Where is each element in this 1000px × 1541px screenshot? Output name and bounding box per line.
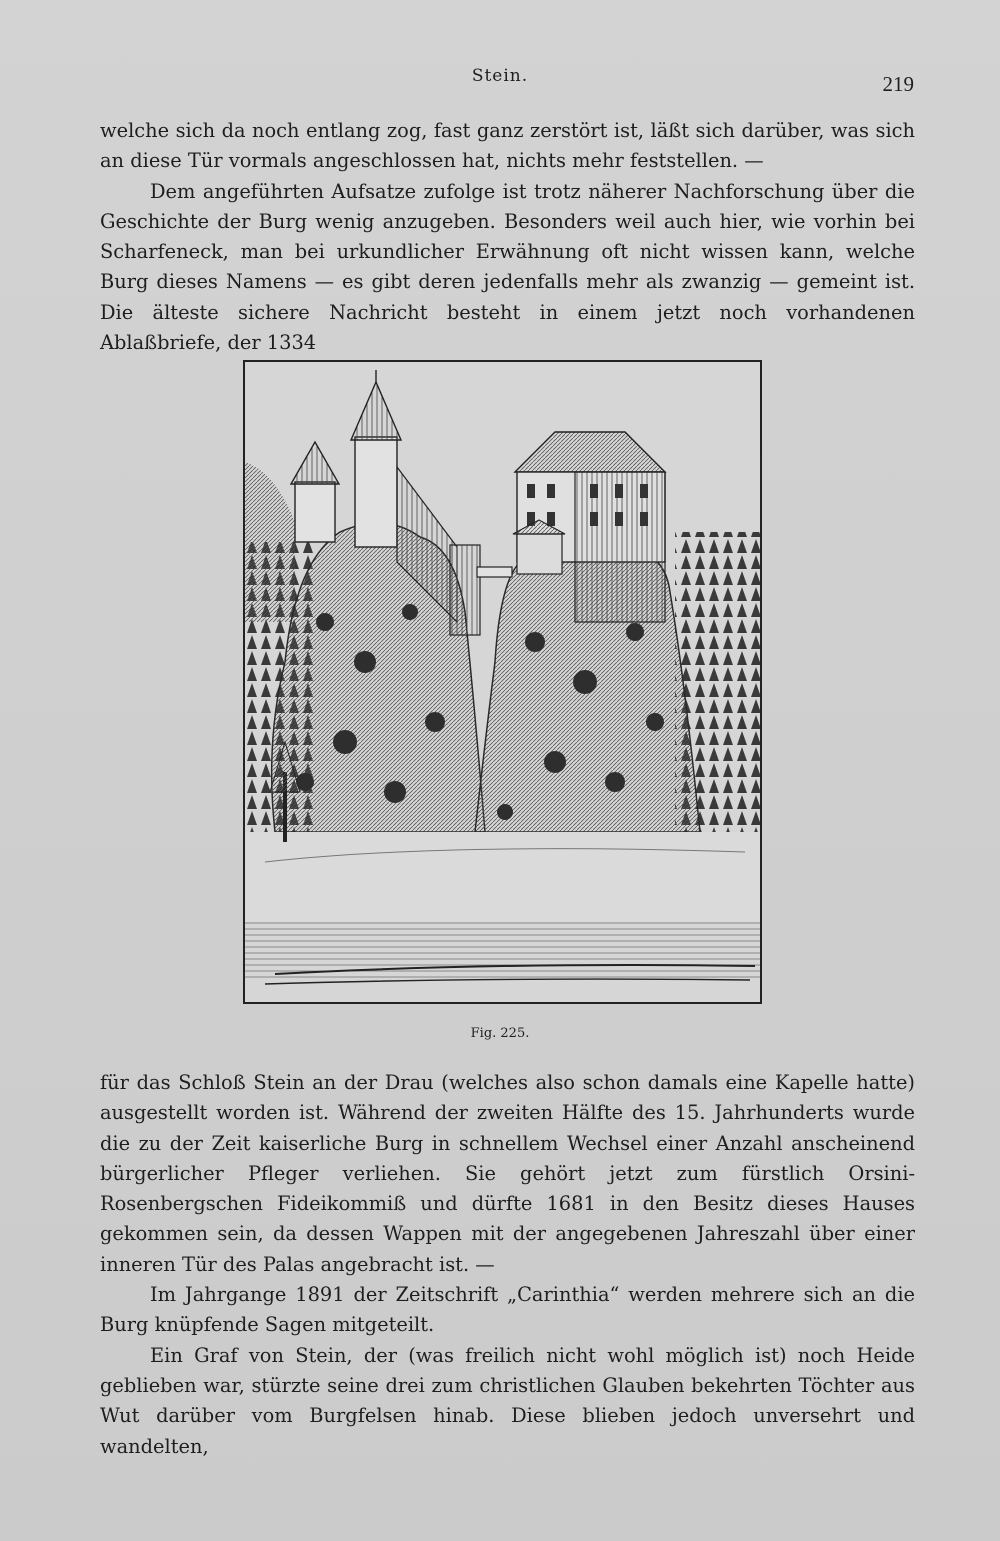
paragraph: Im Jahrgange 1891 der Zeitschrift „Carinthia“ werden mehrere sich an die Burg knüpfende Sagen mitgeteilt. bbox=[100, 1283, 915, 1337]
paragraph: Ein Graf von Stein, der (was freilich nicht wohl möglich ist) noch Heide geblieben war, stürzte seine drei zum christlichen Glauben bekehrten Töchter aus Wut darüber vom Burgfelsen hinab. Diese blieben jedoch unversehrt und wandelten, bbox=[100, 1343, 915, 1458]
castle-on-rocks-illustration bbox=[245, 362, 760, 1002]
paragraph: Dem angeführten Aufsatze zufolge ist trotz näherer Nachforschung über die Geschichte der Burg wenig anzugeben. Besonders weil auch hier, wie vorhin bei Scharfeneck, man bei urkundlicher Erwähnung oft nicht wissen kann, welche Burg dieses Namens — es gibt deren jedenfalls mehr als zwanzig — gemeint ist. Die älteste sichere Nachricht besteht in einem jetzt noch vorhandenen Ablaßbriefe, der 1334 bbox=[100, 179, 915, 355]
castle-engraving bbox=[243, 360, 762, 1004]
bottom-text-block bbox=[100, 1068, 915, 1462]
paragraph: für das Schloß Stein an der Drau (welches also schon damals eine Kapelle hatte) ausgestellt worden ist. Während der zweiten Hälfte des 15. Jahrhunderts wurde die zu der Zeit kaiserliche Burg in schnellem Wechsel einer Anzahl anscheinend bürgerlicher Pfleger verliehen. Sie gehört jetzt zum fürstlich Orsini-Rosenbergschen Fideikommiß und dürfte 1681 in den Besitz dieses Hauses gekommen sein, da dessen Wappen mit der angegebenen Jahreszahl über einer inneren Tür des Palas angebracht ist. — bbox=[100, 1071, 915, 1276]
running-title: Stein. bbox=[471, 66, 529, 86]
page-number: 219 bbox=[882, 72, 914, 96]
paragraph: welche sich da noch entlang zog, fast ganz zerstört ist, läßt sich darüber, was sich an diese Tür vormals angeschlossen hat, nichts mehr feststellen. — bbox=[100, 119, 915, 173]
figure-caption: Fig. 225. bbox=[470, 1026, 530, 1041]
top-text-block bbox=[100, 116, 915, 358]
